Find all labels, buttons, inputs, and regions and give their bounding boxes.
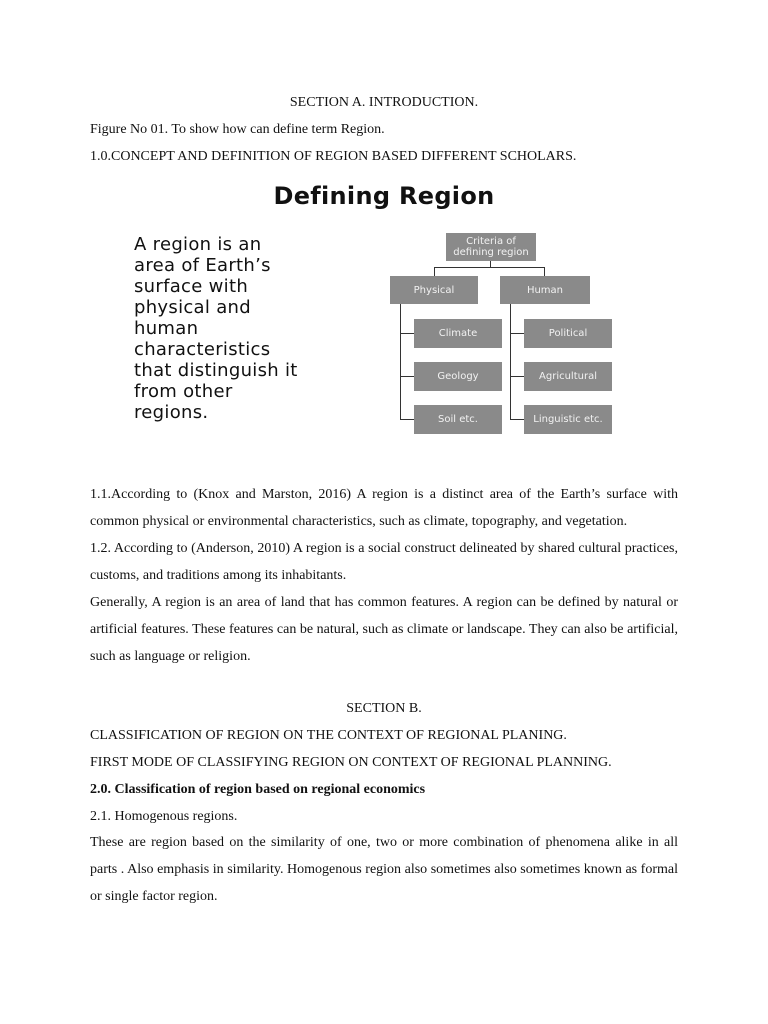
connector xyxy=(510,304,511,420)
heading-2-0: 2.0. Classification of region based on regional economics xyxy=(90,782,426,797)
figure-caption: Figure No 01. To show how can define term Region. xyxy=(90,122,385,137)
connector xyxy=(400,419,414,420)
classification-heading: CLASSIFICATION OF REGION ON THE CONTEXT OF REGIONAL PLANING. xyxy=(90,728,567,743)
connector xyxy=(400,333,414,334)
first-mode-heading: FIRST MODE OF CLASSIFYING REGION ON CONTEXT OF REGIONAL PLANNING. xyxy=(90,755,612,770)
criteria-root-box: Criteria of defining region xyxy=(446,233,536,261)
figure-title: Defining Region xyxy=(273,182,495,210)
connector xyxy=(544,267,545,276)
connector xyxy=(510,333,524,334)
defining-region-figure xyxy=(126,178,626,450)
concept-heading: 1.0.CONCEPT AND DEFINITION OF REGION BASED DIFFERENT SCHOLARS. xyxy=(90,149,577,164)
connector xyxy=(400,376,414,377)
paragraph-homogenous: These are region based on the similarity of one, two or more combination of phenomena alike in all parts . Also emphasis in similarity. Homogenous region also sometimes also sometimes known as formal or single factor region. xyxy=(90,835,678,904)
paragraph-knox-marston: 1.1.According to (Knox and Marston, 2016) A region is a distinct area of the Earth’s surface with common physical or environmental characteristics, such as climate, topography, and vegetation. xyxy=(90,487,678,529)
figure-definition: A region is an area of Earth’s surface with physical and human characteristics that distinguish it from other regions. xyxy=(134,234,298,423)
connector xyxy=(510,419,524,420)
section-a-heading: SECTION A. INTRODUCTION. xyxy=(289,95,479,110)
soil-box: Soil etc. xyxy=(414,405,502,434)
human-box: Human xyxy=(500,276,590,304)
agricultural-box: Agricultural xyxy=(524,362,612,391)
connector xyxy=(434,267,435,276)
linguistic-box: Linguistic etc. xyxy=(524,405,612,434)
climate-box: Climate xyxy=(414,319,502,348)
section-b-heading: SECTION B. xyxy=(346,701,422,716)
physical-box: Physical xyxy=(390,276,478,304)
paragraph-anderson: 1.2. According to (Anderson, 2010) A region is a social construct delineated by shared cultural practices, customs, and traditions among its inhabitants. xyxy=(90,541,678,583)
geology-box: Geology xyxy=(414,362,502,391)
connector xyxy=(400,304,401,420)
political-box: Political xyxy=(524,319,612,348)
connector xyxy=(434,267,544,268)
paragraph-generally: Generally, A region is an area of land that has common features. A region can be defined by natural or artificial features. These features can be natural, such as climate or landscape. They can also be artificial, such as language or religion. xyxy=(90,595,678,664)
heading-2-1: 2.1. Homogenous regions. xyxy=(90,809,238,824)
connector xyxy=(510,376,524,377)
